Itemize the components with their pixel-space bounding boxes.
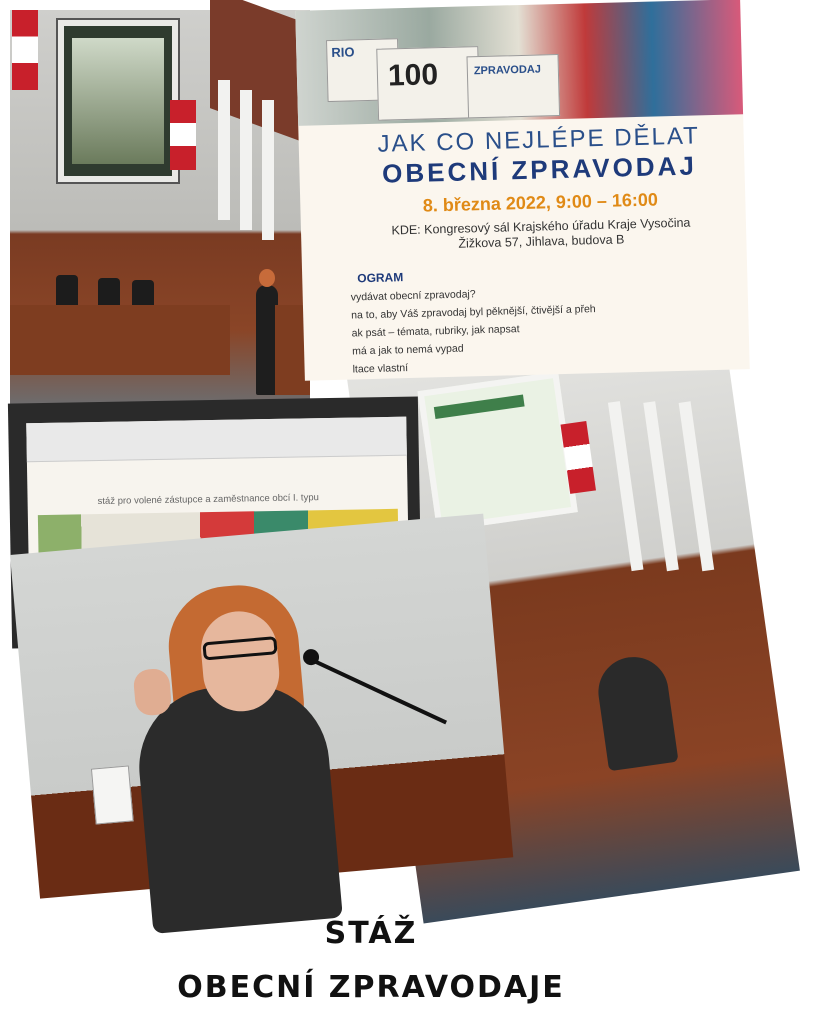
window (240, 90, 252, 230)
poster-date: 8. března 2022, 9:00 – 16:00 (422, 189, 659, 216)
flag (170, 100, 196, 170)
projection-screen (58, 20, 178, 182)
event-poster-photo (295, 0, 750, 381)
window (679, 401, 715, 571)
laptop-subtitle: stáž pro volené zástupce a zaměstnance obcí I. typu (97, 492, 319, 508)
program-item: ltace vlastní (352, 362, 409, 376)
magazine-label: 100 (387, 58, 439, 93)
audience-member (594, 653, 679, 772)
magazine-cover (466, 54, 560, 118)
caption-title: STÁŽ (324, 916, 418, 951)
poster-title: JAK CO NEJLÉPE DĚLAT (377, 122, 701, 158)
poster-venue (341, 214, 742, 254)
window (218, 80, 230, 220)
program-item: na to, aby Váš zpravodaj byl pěknější, čtivější a přeh (351, 303, 596, 322)
speaker-body (133, 678, 343, 934)
window (608, 401, 644, 571)
caption-subtitle: OBECNÍ ZPRAVODAJE (177, 970, 565, 1005)
magazine-label: ZPRAVODAJ (473, 63, 542, 78)
chair (56, 275, 78, 309)
window (262, 100, 274, 240)
speaker-hand (133, 668, 173, 717)
program-item: vydávat obecní zpravodaj? (350, 288, 476, 304)
podium-desk (10, 305, 230, 375)
program-item: ak psát – témata, rubriky, jak napsat (351, 323, 520, 340)
program-heading: OGRAM (357, 270, 404, 286)
conference-hall-photo (10, 10, 310, 410)
speaker-photo (10, 514, 513, 899)
nameplate (91, 765, 134, 824)
program-item: má a jak to nemá vypad (352, 342, 464, 358)
venue-line: KDE: Kongresový sál Krajského úřadu Kraje Vysočina (391, 215, 691, 238)
poster-title-main: OBECNÍ ZPRAVODAJ (381, 150, 698, 189)
projection-screen (417, 371, 577, 531)
flag (12, 10, 38, 90)
magazine-cover (376, 46, 480, 121)
microphone-stand (309, 657, 447, 724)
document-toolbar (26, 417, 407, 463)
venue-line: Žižkova 57, Jihlava, budova B (458, 232, 625, 251)
window (643, 401, 679, 571)
magazine-label: RIO (331, 44, 355, 60)
